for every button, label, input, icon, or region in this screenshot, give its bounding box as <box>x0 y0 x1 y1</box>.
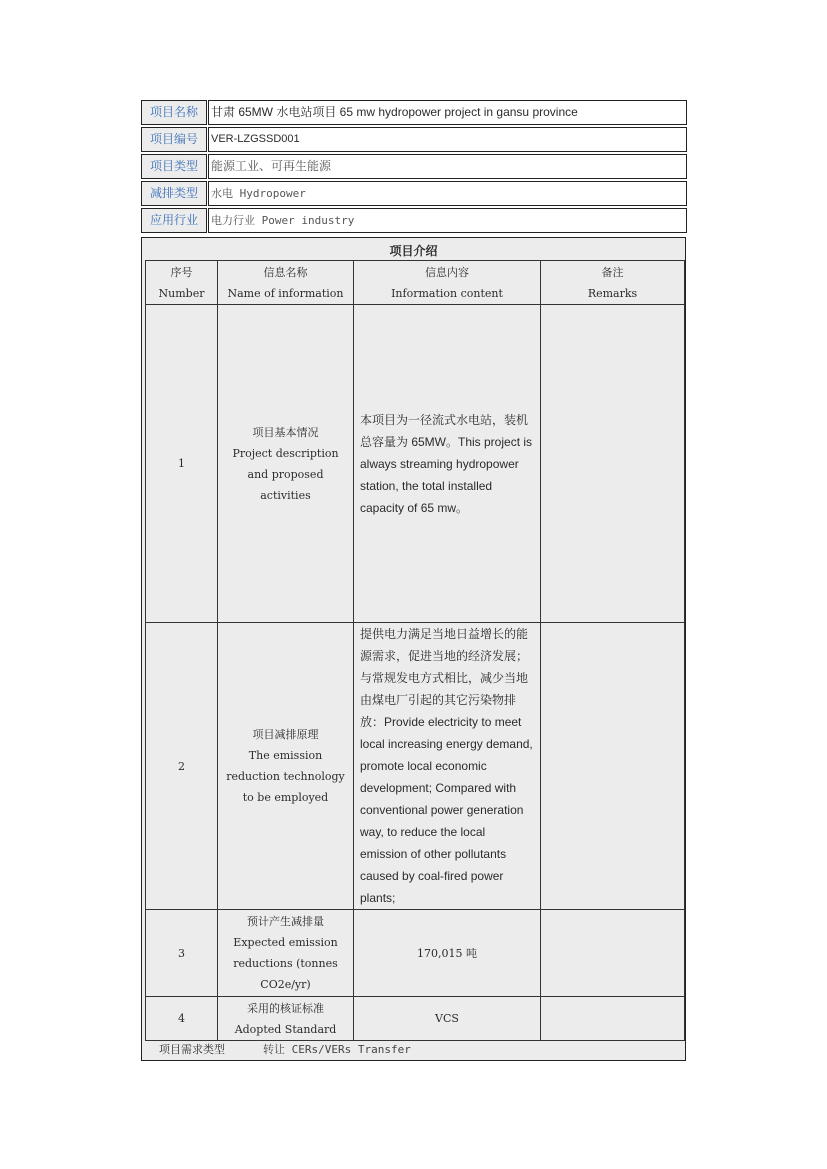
row-content: 提供电力满足当地日益增长的能源需求，促进当地的经济发展；与常规发电方式相比，减少当地由煤电厂引起的其它污染物排放：Provide electricity to meet local increasing energy demand, promote local economic development; Compared with conventional power generation way, to reduce the local emission of other pollutants caused by coal-fired power plants; <box>354 623 541 910</box>
row-remarks <box>541 623 685 910</box>
row-number: 2 <box>146 623 218 910</box>
demand-type-value: 转让 CERs/VERs Transfer <box>263 1043 411 1056</box>
header-label: 应用行业 <box>141 208 207 233</box>
row-content: VCS <box>354 997 541 1041</box>
demand-type-label: 项目需求类型 <box>159 1043 225 1056</box>
project-type-value: 能源工业、可再生能源 <box>208 154 687 179</box>
row-remarks <box>541 997 685 1041</box>
col-header-remarks: 备注 Remarks <box>541 261 685 305</box>
row-remarks <box>541 305 685 623</box>
row-number: 3 <box>146 910 218 997</box>
header-row-industry <box>141 208 686 233</box>
row-content: 本项目为一径流式水电站，装机总容量为 65MW。This project is always streaming hydropower station, the total installed capacity of 65 mw。 <box>354 305 541 623</box>
col-header-content: 信息内容 Information content <box>354 261 541 305</box>
project-name-value: 甘肃 65MW 水电站项目 65 mw hydropower project in gansu province <box>208 100 687 125</box>
table-header-row <box>146 261 685 305</box>
table-row <box>146 305 685 623</box>
reduction-type-value: 水电 Hydropower <box>208 181 687 206</box>
row-name: 项目减排原理 The emission reduction technology to be employed <box>218 623 354 910</box>
header-row-reduction-type <box>141 181 686 206</box>
header-label: 项目名称 <box>141 100 207 125</box>
intro-table <box>145 260 685 1041</box>
row-number: 1 <box>146 305 218 623</box>
col-header-number: 序号 Number <box>146 261 218 305</box>
row-name: 采用的核证标准 Adopted Standard <box>218 997 354 1041</box>
table-row <box>146 910 685 997</box>
project-sheet <box>141 100 686 1056</box>
row-number: 4 <box>146 997 218 1041</box>
row-remarks <box>541 910 685 997</box>
header-label: 项目类型 <box>141 154 207 179</box>
project-id-value: VER-LZGSSD001 <box>208 127 687 152</box>
demand-type-row <box>159 1041 411 1057</box>
intro-title: 项目介绍 <box>389 244 438 258</box>
header-label: 减排类型 <box>141 181 207 206</box>
row-content: 170,015 吨 <box>354 910 541 997</box>
col-header-name: 信息名称 Name of information <box>218 261 354 305</box>
header-row-id <box>141 127 686 152</box>
row-name: 预计产生减排量 Expected emission reductions (tonnes CO2e/yr) <box>218 910 354 997</box>
table-row <box>146 623 685 910</box>
project-intro-section <box>141 237 686 1061</box>
header-row-type <box>141 154 686 179</box>
table-row <box>146 997 685 1041</box>
header-row-name <box>141 100 686 125</box>
row-name: 项目基本情况 Project description and proposed activities <box>218 305 354 623</box>
header-label: 项目编号 <box>141 127 207 152</box>
industry-value: 电力行业 Power industry <box>208 208 687 233</box>
